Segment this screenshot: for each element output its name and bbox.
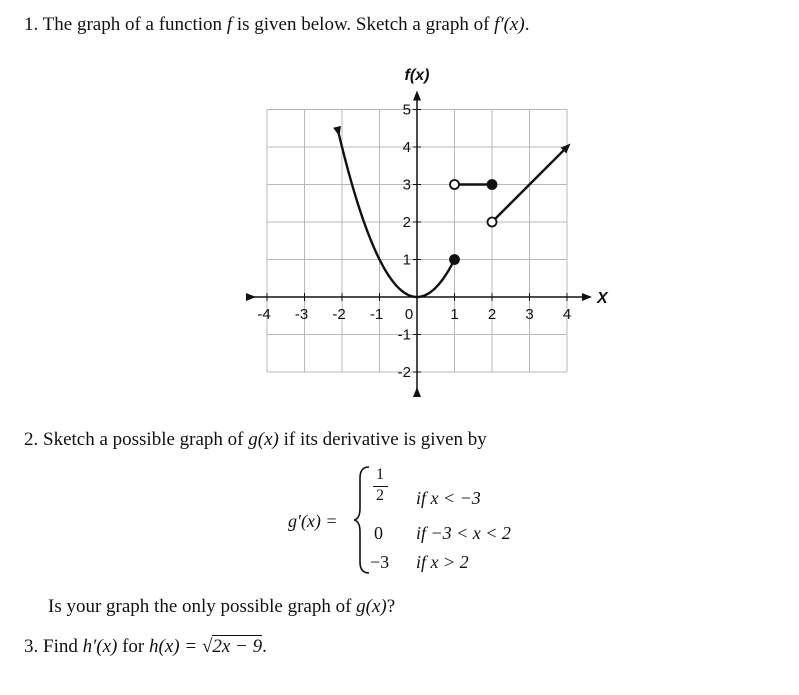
pw-lhs: g′(x) =: [288, 511, 338, 531]
question-2-followup: [48, 596, 395, 618]
q1-text-a: The graph of a function: [42, 14, 223, 35]
case2-val: 0: [374, 523, 383, 543]
q3-radicand: 2x − 9: [212, 636, 263, 657]
question-3: [24, 636, 267, 658]
q2-g: g(x): [248, 429, 279, 450]
open-point: [450, 180, 459, 189]
function-pieces: [338, 132, 567, 297]
q2b-text: Is your graph the only possible graph of: [48, 596, 352, 617]
closed-point: [488, 180, 497, 189]
case3-cond: if x > 2: [416, 552, 469, 572]
tick-labels: [257, 67, 609, 381]
q2b-end: ?: [386, 596, 396, 617]
x-tick-label: -4: [257, 306, 271, 323]
x-tick-label: 0: [404, 306, 414, 323]
closed-point: [450, 255, 459, 264]
piecewise-definition: [288, 464, 588, 576]
q1-text-b: is given below. Sketch a graph of: [236, 14, 490, 35]
q1-end: .: [524, 14, 530, 35]
x-tick-label: -1: [369, 306, 384, 323]
x-tick-label: 2: [487, 306, 497, 323]
y-tick-label: 3: [402, 176, 411, 194]
q3-number: 3.: [24, 636, 39, 657]
q2-text-a: Sketch a possible graph of: [43, 429, 244, 450]
q1-f: f: [226, 14, 233, 35]
q3-end: .: [262, 636, 267, 657]
q3-text-a: Find: [43, 636, 78, 657]
y-tick-label: 5: [402, 101, 411, 119]
function-piece-1: [338, 132, 454, 297]
function-graph: [240, 62, 620, 402]
case1-num: 1: [376, 466, 384, 483]
x-tick-label: 3: [525, 306, 534, 323]
q3-hprime: h′(x): [82, 636, 118, 657]
question-1: [24, 14, 529, 36]
x-tick-label: 1: [450, 306, 459, 323]
y-axis-label: f(x): [404, 67, 430, 84]
x-tick-label: -2: [332, 306, 346, 323]
q3-h: h(x) =: [149, 636, 198, 657]
q3-text-b: for: [122, 636, 145, 657]
case2-cond: if −3 < x < 2: [416, 523, 511, 543]
q2b-g: g(x): [356, 596, 387, 617]
y-tick-label: -1: [397, 326, 411, 344]
case3-val: −3: [370, 552, 390, 572]
axes: [251, 96, 587, 393]
left-brace: [352, 464, 372, 576]
x-tick-label: 4: [562, 306, 572, 323]
y-tick-label: -2: [397, 364, 411, 381]
x-axis-label: X: [597, 290, 608, 307]
y-tick-label: 4: [402, 139, 411, 156]
sqrt-sign: √: [201, 636, 213, 657]
question-2: [24, 429, 487, 451]
y-tick-label: 1: [402, 251, 411, 269]
y-tick-label: 2: [402, 214, 411, 231]
case1-cond: if x < −3: [416, 488, 481, 508]
open-point: [488, 218, 497, 227]
q2-text-b: if its derivative is given by: [283, 429, 487, 450]
x-tick-label: -3: [294, 306, 309, 323]
q1-number: 1.: [24, 14, 39, 35]
case1-den: 2: [376, 487, 384, 504]
q1-fprime: f′(x): [494, 14, 525, 35]
q2-number: 2.: [24, 429, 39, 450]
